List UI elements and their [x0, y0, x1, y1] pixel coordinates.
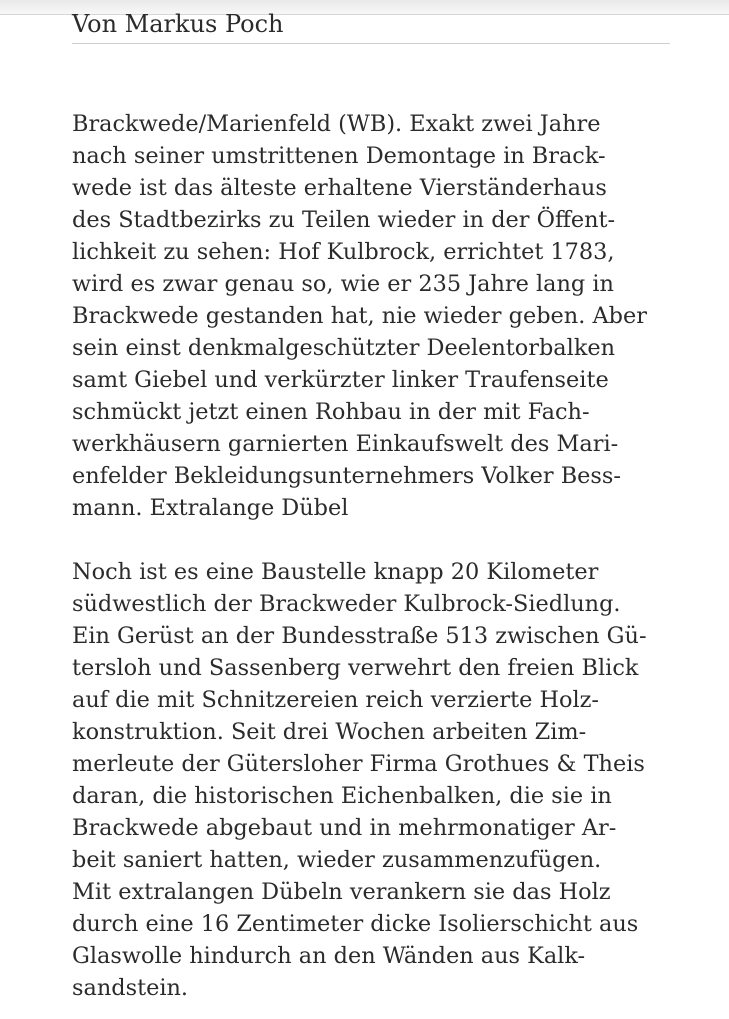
- article-paragraph: [72, 108, 647, 524]
- text-line: schmückt jetzt einen Rohbau in der mit Fach-: [72, 399, 590, 425]
- text-line: durch eine 16 Zentimeter dicke Isolierschicht aus: [72, 911, 639, 937]
- text-line: sandstein.: [72, 975, 189, 1001]
- text-line: beit saniert hatten, wieder zusammenzufügen.: [72, 847, 602, 873]
- text-line: tersloh und Sassenberg verwehrt den freien Blick: [72, 655, 639, 681]
- text-line: Glaswolle hindurch an den Wänden aus Kalk-: [72, 943, 586, 969]
- text-line: auf die mit Schnitzereien reich verzierte Holz-: [72, 687, 599, 713]
- text-line: wede ist das älteste erhaltene Vierständerhaus: [72, 175, 607, 201]
- text-line: lichkeit zu sehen: Hof Kulbrock, errichtet 1783,: [72, 239, 615, 265]
- text-line: mann. Extralange Dübel: [72, 495, 349, 521]
- text-line: des Stadtbezirks zu Teilen wieder in der Öffent-: [72, 207, 616, 233]
- text-line: südwestlich der Brackweder Kulbrock-Siedlung.: [72, 591, 621, 617]
- text-line: Ein Gerüst an der Bundesstraße 513 zwischen Gü-: [72, 623, 647, 649]
- text-line: Noch ist es eine Baustelle knapp 20 Kilometer: [72, 559, 599, 585]
- text-line: Brackwede/Marienfeld (WB). Exakt zwei Jahre: [72, 111, 601, 137]
- text-line: Mit extralangen Dübeln verankern sie das Holz: [72, 879, 611, 905]
- article: [72, 0, 670, 1001]
- text-line: enfelder Bekleidungsunternehmers Volker Bess-: [72, 463, 621, 489]
- text-line: daran, die historischen Eichenbalken, die sie in: [72, 783, 612, 809]
- byline: Von Markus Poch: [72, 8, 670, 44]
- text-line: werkhäusern garnierten Einkaufswelt des Mari-: [72, 431, 619, 457]
- text-line: wird es zwar genau so, wie er 235 Jahre lang in: [72, 271, 614, 297]
- text-line: Brackwede abgebaut und in mehrmonatiger Ar-: [72, 815, 617, 841]
- text-line: nach seiner umstrittenen Demontage in Brack-: [72, 143, 606, 169]
- text-line: merleute der Gütersloher Firma Grothues & Theis: [72, 751, 645, 777]
- text-line: samt Giebel und verkürzter linker Traufenseite: [72, 367, 609, 393]
- text-line: sein einst denkmalgeschützter Deelentorbalken: [72, 335, 616, 361]
- article-paragraph: [72, 556, 647, 1004]
- text-line: Brackwede gestanden hat, nie wieder geben. Aber: [72, 303, 647, 329]
- text-line: konstruktion. Seit drei Wochen arbeiten Zim-: [72, 719, 587, 745]
